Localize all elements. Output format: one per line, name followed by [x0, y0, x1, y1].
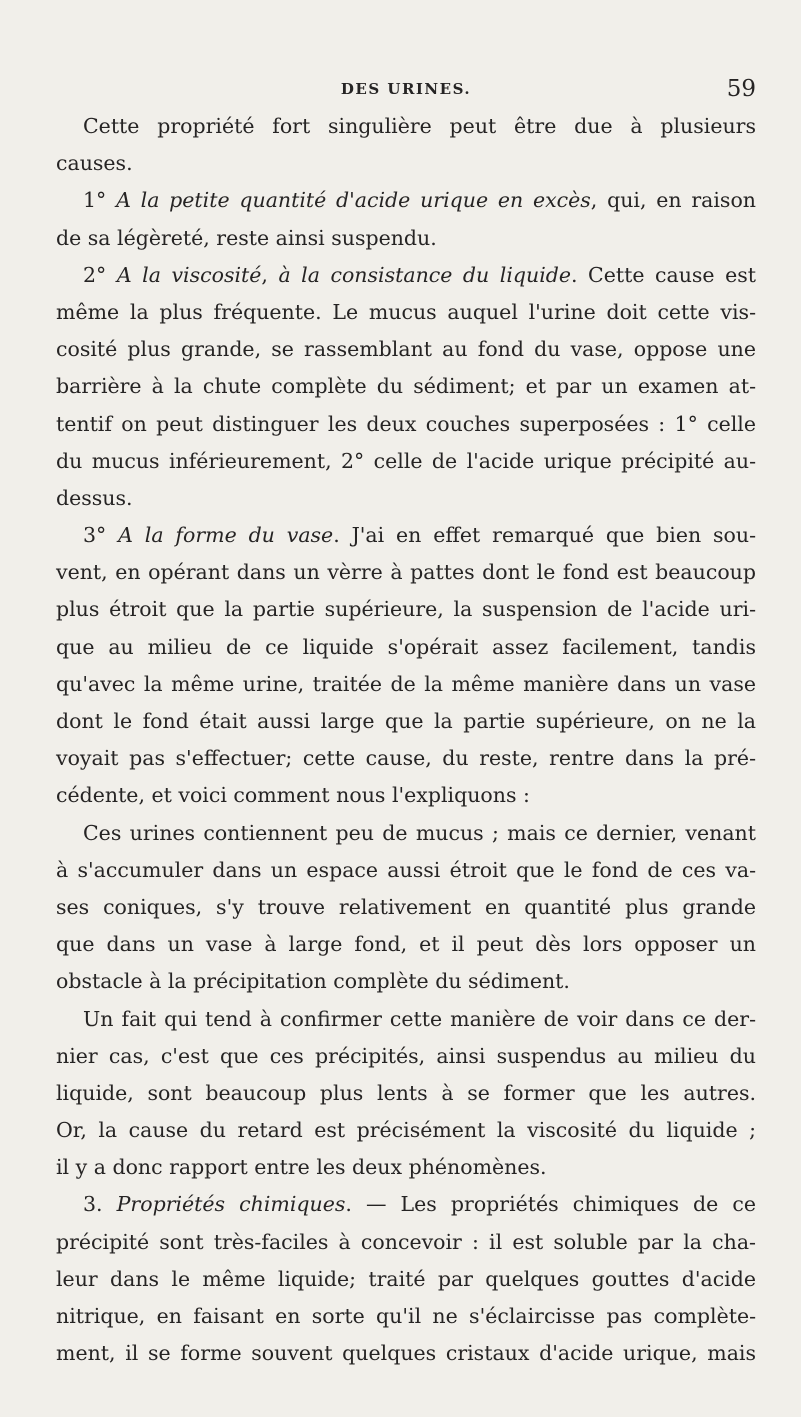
- text-run: de sa légèreté, reste ainsi suspendu.: [56, 225, 437, 250]
- text-line: [56, 443, 756, 480]
- text-run: Un fait qui tend à confirmer cette manière de voir dans ce der-: [83, 1006, 756, 1031]
- text-run: . Cette cause est: [571, 262, 756, 287]
- page-header: [56, 76, 756, 110]
- italic-phrase: A la petite quantité d'acide urique en excès: [116, 188, 591, 213]
- text-line: [56, 963, 756, 1000]
- text-run: ses coniques, s'y trouve relativement en quantité plus grande: [56, 894, 756, 919]
- text-run: que au milieu de ce liquide s'opérait assez facilement, tandis: [56, 634, 756, 659]
- text-line: [56, 852, 756, 889]
- text-run: ,: [261, 262, 279, 287]
- text-line: [56, 554, 756, 591]
- text-run: , qui, en raison: [590, 188, 756, 213]
- text-line: [56, 777, 756, 814]
- text-line: [56, 108, 756, 145]
- text-run: précipité sont très-faciles à concevoir : il est soluble par la cha-: [56, 1229, 756, 1254]
- text-line: [56, 294, 756, 331]
- text-run: nier cas, c'est que ces précipités, ainsi suspendus au milieu du: [56, 1043, 756, 1068]
- text-run: même la plus fréquente. Le mucus auquel l'urine doit cette vis-: [56, 299, 756, 324]
- text-run: nitrique, en faisant en sorte qu'il ne s'éclaircisse pas complète-: [56, 1304, 756, 1328]
- text-run: ment, il se forme souvent quelques cristaux d'acide urique, mais: [56, 1341, 756, 1366]
- italic-phrase: Propriétés chimiques: [116, 1192, 346, 1217]
- text-line: [56, 1001, 756, 1038]
- text-run: 1°: [83, 188, 117, 213]
- italic-phrase: à la consistance du liquide: [278, 262, 572, 287]
- text-line: [56, 480, 756, 517]
- text-line: [56, 1112, 756, 1149]
- text-line: [56, 1038, 756, 1075]
- text-line: [56, 368, 756, 405]
- text-line: [56, 666, 756, 703]
- text-line: [56, 406, 756, 443]
- text-run: 3°: [83, 523, 119, 548]
- text-line: [56, 740, 756, 777]
- text-run: dessus.: [56, 485, 133, 510]
- text-run: . — Les propriétés chimiques de ce: [345, 1192, 756, 1217]
- text-run: Or, la cause du retard est précisément la viscosité du liquide ;: [56, 1118, 756, 1143]
- text-run: cosité plus grande, se rassemblant au fond du vase, oppose une: [56, 337, 756, 362]
- text-line: [56, 1224, 756, 1261]
- text-run: dont le fond était aussi large que la partie supérieure, on ne la: [56, 709, 756, 733]
- text-line: [56, 1075, 756, 1112]
- body-text: [56, 108, 756, 1372]
- text-line: [56, 145, 756, 182]
- text-line: [56, 629, 756, 666]
- text-line: [56, 517, 756, 554]
- text-line: [56, 815, 756, 852]
- text-line: [56, 331, 756, 368]
- text-line: [56, 591, 756, 628]
- text-run: 2°: [83, 262, 117, 287]
- text-line: [56, 1149, 756, 1186]
- text-run: vent, en opérant dans un vèrre à pattes dont le fond est beaucoup: [56, 560, 756, 585]
- text-run: voyait pas s'effectuer; cette cause, du reste, rentre dans la pré-: [56, 746, 756, 771]
- italic-phrase: A la forme du vase: [118, 523, 334, 548]
- text-run: cédente, et voici comment nous l'expliquons :: [56, 783, 530, 808]
- text-run: barrière à la chute complète du sédiment; et par un examen at-: [56, 374, 756, 399]
- text-run: leur dans le même liquide; traité par quelques gouttes d'acide: [56, 1266, 756, 1291]
- italic-phrase: A la viscosité: [116, 262, 262, 287]
- text-run: Ces urines contiennent peu de mucus ; mais ce dernier, venant: [83, 820, 756, 845]
- page-number: 59: [726, 76, 756, 102]
- text-run: Cette propriété fort singulière peut être due à plusieurs: [83, 114, 756, 138]
- text-run: à s'accumuler dans un espace aussi étroit que le fond de ces va-: [56, 857, 756, 882]
- text-run: tentif on peut distinguer les deux couches superposées : 1° celle: [56, 411, 756, 436]
- text-run: qu'avec la même urine, traitée de la même manière dans un vase: [56, 671, 756, 696]
- text-line: [56, 1261, 756, 1298]
- text-run: 3.: [83, 1192, 117, 1217]
- text-run: du mucus inférieurement, 2° celle de l'acide urique précipité au-: [56, 448, 756, 473]
- text-line: [56, 926, 756, 963]
- text-line: [56, 182, 756, 219]
- text-line: [56, 1186, 756, 1223]
- text-line: [56, 220, 756, 257]
- text-run: plus étroit que la partie supérieure, la suspension de l'acide uri-: [56, 597, 756, 622]
- text-line: [56, 889, 756, 926]
- text-run: obstacle à la précipitation complète du sédiment.: [56, 969, 570, 994]
- text-line: [56, 703, 756, 740]
- text-run: il y a donc rapport entre les deux phénomènes.: [56, 1155, 547, 1180]
- text-line: [56, 1335, 756, 1372]
- text-run: causes.: [56, 151, 133, 176]
- text-line: [56, 257, 756, 294]
- text-line: [56, 1298, 756, 1335]
- running-title: DES URINES.: [340, 80, 472, 98]
- text-run: . J'ai en effet remarqué que bien sou-: [333, 523, 756, 548]
- text-run: liquide, sont beaucoup plus lents à se former que les autres.: [56, 1080, 756, 1105]
- text-run: que dans un vase à large fond, et il peut dès lors opposer un: [56, 932, 756, 957]
